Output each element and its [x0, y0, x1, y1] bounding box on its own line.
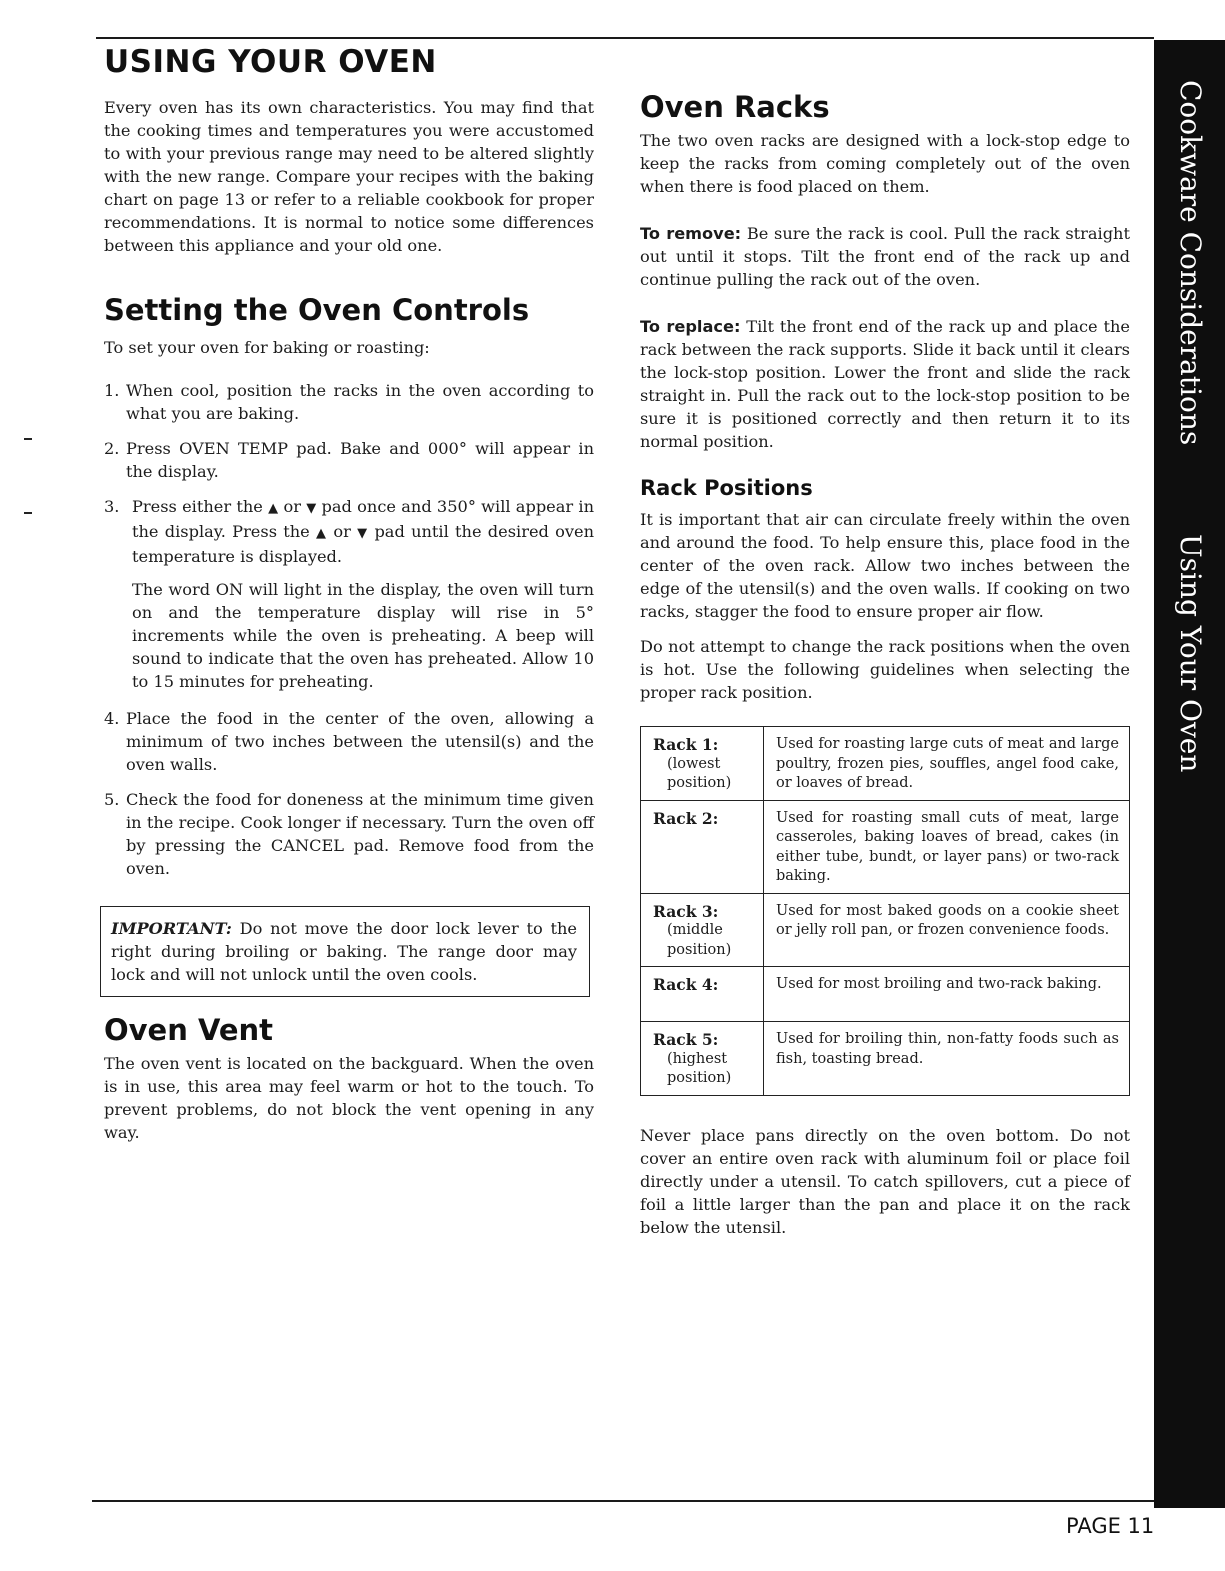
- rack-use: Used for roasting small cuts of meat, large casseroles, baking loaves of bread, cakes (in either tube, bundt, or layer pans) or two-rack baking.: [764, 800, 1130, 893]
- important-notice: [100, 906, 590, 997]
- down-arrow-icon: ▼: [306, 501, 317, 516]
- controls-intro: To set your oven for baking or roasting:: [104, 338, 430, 357]
- up-arrow-icon: ▲: [268, 501, 279, 516]
- page-title: USING YOUR OVEN: [104, 44, 437, 80]
- rack-cell: [641, 727, 764, 801]
- remove-label: To remove:: [640, 224, 742, 243]
- racks-intro: The two oven racks are designed with a lock-stop edge to keep the racks from coming completely out of the oven when there is food placed on them.: [640, 131, 1130, 196]
- rack-cell: [641, 800, 764, 893]
- step-number: 4.: [104, 709, 120, 728]
- step-item: [104, 707, 594, 776]
- rack-label: Rack 5:: [653, 1030, 719, 1049]
- rack-cell: [641, 893, 764, 967]
- positions-paragraph-2: Do not attempt to change the rack positions when the oven is hot. Use the following guidelines when selecting the proper rack position.: [640, 637, 1130, 702]
- page-number: PAGE 11: [1066, 1514, 1155, 1538]
- positions-paragraph-1: It is important that air can circulate freely within the oven and around the food. To help ensure this, place food in the center of the oven rack. Allow two inches between the edge of the utensil(s) and the oven walls. If cooking on two racks, stagger the food to ensure proper air flow.: [640, 510, 1130, 621]
- up-arrow-icon: ▲: [316, 526, 328, 541]
- rack-label: Rack 4:: [653, 975, 719, 994]
- controls-steps: [104, 379, 594, 880]
- rack-position: (middle position): [667, 922, 732, 958]
- closing-paragraph: Never place pans directly on the oven bottom. Do not cover an entire oven rack with aluminum foil or place foil directly under a utensil. To catch spillovers, cut a piece of foil a little larger than the pan and place it on the rack below the utensil.: [640, 1125, 1130, 1237]
- down-arrow-icon: ▼: [357, 526, 369, 541]
- rack-use: Used for most broiling and two-rack baking.: [764, 967, 1130, 1022]
- intro-paragraph: Every oven has its own characteristics. You may find that the cooking times and temperatures you were accustomed to with your previous range may need to be altered slightly with the new range. Compare your recipes with the baking chart on page 13 or refer to a reliable cookbook for proper recommendations. It is normal to notice some differences between this appliance and your old one.: [104, 98, 594, 255]
- replace-text: Tilt the front end of the rack up and place the rack between the rack supports. Slide it back until it clears the lock-stop position. Lower the front and slide the rack straight in. Pull the rack out to the lock-stop position to be sure it is positioned correctly and then return it to its normal position.: [640, 317, 1130, 451]
- remove-paragraph: [640, 222, 1130, 291]
- remove-text: Be sure the rack is cool. Pull the rack straight out until it stops. Tilt the front end of the rack up and continue pulling the rack out of the oven.: [640, 224, 1130, 289]
- rack-position: (lowest position): [667, 755, 732, 791]
- step-text: Press OVEN TEMP pad. Bake and 000° will appear in the display.: [126, 439, 594, 481]
- step-text: When cool, position the racks in the oven according to what you are baking.: [126, 381, 594, 423]
- table-row: [641, 893, 1130, 967]
- step-number: 3.: [104, 497, 120, 516]
- important-text: Do not move the door lock lever to the right during broiling or baking. The range door may lock and will not unlock until the oven cools.: [111, 919, 577, 984]
- table-row: [641, 967, 1130, 1022]
- step-item: [104, 437, 594, 483]
- vent-heading: Oven Vent: [104, 1013, 274, 1047]
- left-column: [104, 96, 594, 1144]
- step-number: 2.: [104, 439, 120, 458]
- table-row: [641, 800, 1130, 893]
- bottom-rule: [92, 1500, 1154, 1502]
- rack-positions-table: [640, 726, 1130, 1096]
- replace-paragraph: [640, 315, 1130, 453]
- margin-mark: [24, 512, 32, 514]
- step-number: 5.: [104, 790, 120, 809]
- side-tab-cookware: Cookware Considerations: [1174, 80, 1207, 446]
- top-rule: [96, 37, 1154, 39]
- vent-paragraph: The oven vent is located on the backguard. When the oven is in use, this area may feel warm or hot to the touch. To prevent problems, do not block the vent opening in any way.: [104, 1054, 594, 1142]
- step-text: Place the food in the center of the oven, allowing a minimum of two inches between the utensil(s) and the oven walls.: [126, 709, 594, 774]
- margin-mark: [24, 438, 32, 440]
- side-tab-using-oven: Using Your Oven: [1174, 534, 1207, 773]
- rack-position: (highest position): [667, 1050, 732, 1086]
- rack-label: Rack 2:: [653, 808, 719, 828]
- rack-cell: [641, 1022, 764, 1096]
- replace-label: To replace:: [640, 317, 741, 336]
- rack-use: Used for roasting large cuts of meat and large poultry, frozen pies, souffles, angel food cake, or loaves of bread.: [776, 736, 1119, 791]
- rack-use: Used for most baked goods on a cookie sheet or jelly roll pan, or frozen convenience foods.: [764, 893, 1130, 967]
- table-row: [641, 1022, 1130, 1096]
- step-item: [104, 788, 594, 880]
- step-text: Press either the ▲ or ▼ pad once and 350° will appear in the display. Press the ▲ or ▼ pad until the desired oven temperature is displayed.: [132, 497, 595, 566]
- important-label: IMPORTANT:: [111, 919, 232, 938]
- table-row: [641, 727, 1130, 801]
- right-column: [640, 90, 1130, 1239]
- racks-heading: Oven Racks: [640, 90, 830, 124]
- step-text: Check the food for doneness at the minimum time given in the recipe. Cook longer if necessary. Turn the oven off by pressing the CANCEL pad. Remove food from the oven.: [126, 790, 594, 878]
- step-number: 1.: [104, 381, 120, 400]
- step-note: The word ON will light in the display, the oven will turn on and the temperature display will rise in 5° increments while the oven is preheating. A beep will sound to indicate that the oven has preheated. Allow 10 to 15 minutes for preheating.: [132, 580, 594, 691]
- rack-use: Used for broiling thin, non-fatty foods such as fish, toasting bread.: [764, 1022, 1130, 1096]
- step-item: [104, 495, 594, 693]
- controls-heading: Setting the Oven Controls: [104, 293, 530, 327]
- rack-label: Rack 3:: [653, 901, 719, 921]
- rack-cell: [641, 967, 764, 1022]
- step-item: [104, 379, 594, 425]
- rack-label: Rack 1:: [653, 735, 719, 754]
- positions-heading: Rack Positions: [640, 476, 813, 500]
